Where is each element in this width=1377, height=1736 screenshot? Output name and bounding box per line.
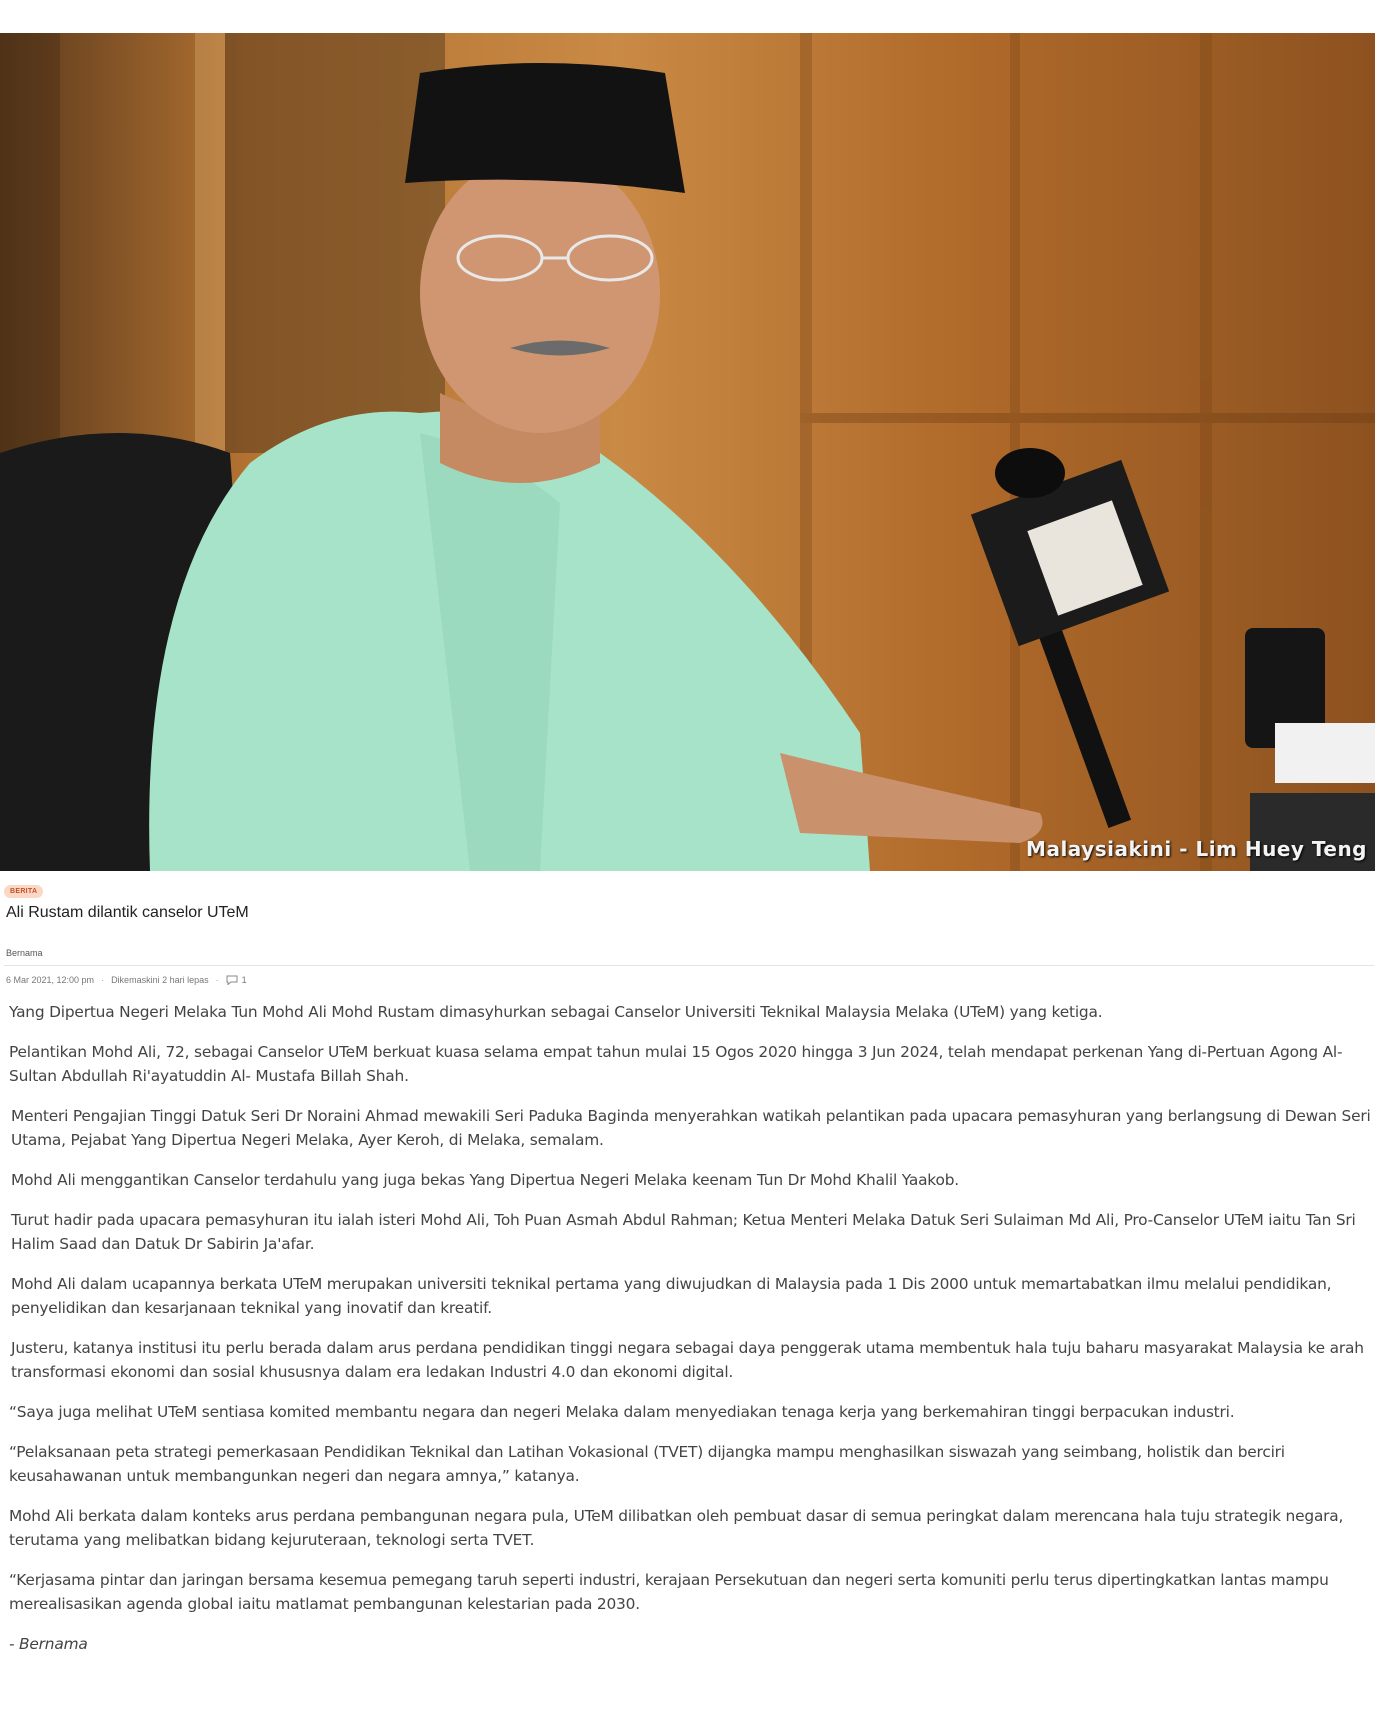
category-badge[interactable]: BERITA: [4, 885, 43, 898]
article-paragraph: Mohd Ali berkata dalam konteks arus perdana pembangunan negara pula, UTeM dilibatkan oleh pembuat dasar di semua peringkat dalam merencana hala tuju strategik negara, terutama yang melibatkan bidang kejuruteraan, teknologi serta TVET.: [9, 1507, 1344, 1549]
separator-dot: ·: [101, 975, 105, 985]
article-signoff: - Bernama: [9, 1635, 88, 1653]
article-paragraph: “Pelaksanaan peta strategi pemerkasaan Pendidikan Teknikal dan Latihan Vokasional (TVET) dijangka mampu menghasilkan siswazah yang seimbang, holistik dan berciri keusahawanan untuk membangunkan negeri dan negara amnya,” katanya.: [9, 1443, 1285, 1485]
article-paragraph: “Kerjasama pintar dan jaringan bersama kesemua pemegang taruh seperti industri, kerajaan Persekutuan dan negeri serta komuniti perlu terus dipertingkatkan lantas mampu merealisasikan agenda global iaitu matlamat pembangunan kelestarian pada 2030.: [9, 1571, 1329, 1613]
comment-link[interactable]: [226, 975, 247, 985]
comment-icon: [226, 975, 238, 985]
article-source[interactable]: Bernama: [6, 948, 43, 958]
updated-time: Dikemaskini 2 hari lepas: [111, 975, 209, 985]
article-title: Ali Rustam dilantik canselor UTeM: [6, 904, 249, 921]
photo-credit-watermark: Malaysiakini - Lim Huey Teng: [1026, 837, 1367, 861]
separator-dot: ·: [215, 975, 219, 985]
article-paragraph: Mohd Ali menggantikan Canselor terdahulu yang juga bekas Yang Dipertua Negeri Melaka keenam Tun Dr Mohd Khalil Yaakob.: [11, 1171, 959, 1189]
article-body: [9, 1000, 1374, 1672]
article-paragraph: Mohd Ali dalam ucapannya berkata UTeM merupakan universiti teknikal pertama yang diwujudkan di Malaysia pada 1 Dis 2000 untuk memartabatkan ilmu melalui pendidikan, penyelidikan dan kesarjanaan teknikal yang inovatif dan kreatif.: [11, 1275, 1332, 1317]
divider: [4, 965, 1374, 966]
comment-count: 1: [241, 975, 247, 985]
article-paragraph: Justeru, katanya institusi itu perlu berada dalam arus perdana pendidikan tinggi negara sebagai daya penggerak utama membentuk hala tuju baharu masyarakat Malaysia ke arah transformasi ekonomi dan sosial khususnya dalam era ledakan Industri 4.0 dan ekonomi digital.: [11, 1339, 1364, 1381]
article-paragraph: “Saya juga melihat UTeM sentiasa komited membantu negara dan negeri Melaka dalam menyediakan tenaga kerja yang berkemahiran tinggi berpacukan industri.: [9, 1403, 1235, 1421]
hero-photo-illustration: [0, 33, 1375, 871]
article-header: [4, 880, 1374, 985]
article-paragraph: Yang Dipertua Negeri Melaka Tun Mohd Ali Mohd Rustam dimasyhurkan sebagai Canselor Universiti Teknikal Malaysia Melaka (UTeM) yang ketiga.: [9, 1003, 1103, 1021]
article-paragraph: [9, 1040, 1374, 1088]
article-paragraph-text: Pelantikan Mohd Ali, 72, sebagai Canselor UTeM berkuat kuasa selama empat tahun mulai 15 Ogos 2020 hingga 3 Jun 2024, telah mendapat perkenan Yang di-Pertuan Agong Al-Sultan Abdullah Ri'ayatuddin Al- Mustafa Billah Shah.: [9, 1043, 1343, 1085]
article-paragraph: Turut hadir pada upacara pemasyhuran itu ialah isteri Mohd Ali, Toh Puan Asmah Abdul Rahman; Ketua Menteri Melaka Datuk Seri Sulaiman Md Ali, Pro-Canselor UTeM iaitu Tan Sri Halim Saad dan Datuk Dr Sabirin Ja'afar.: [11, 1211, 1356, 1253]
hero-photo: [0, 33, 1375, 871]
article-meta: [6, 975, 1374, 985]
publish-date: 6 Mar 2021, 12:00 pm: [6, 975, 95, 985]
article-paragraph: Menteri Pengajian Tinggi Datuk Seri Dr Noraini Ahmad mewakili Seri Paduka Baginda menyerahkan watikah pelantikan pada upacara pemasyhuran yang berlangsung di Dewan Seri Utama, Pejabat Yang Dipertua Negeri Melaka, Ayer Keroh, di Melaka, semalam.: [11, 1107, 1371, 1149]
